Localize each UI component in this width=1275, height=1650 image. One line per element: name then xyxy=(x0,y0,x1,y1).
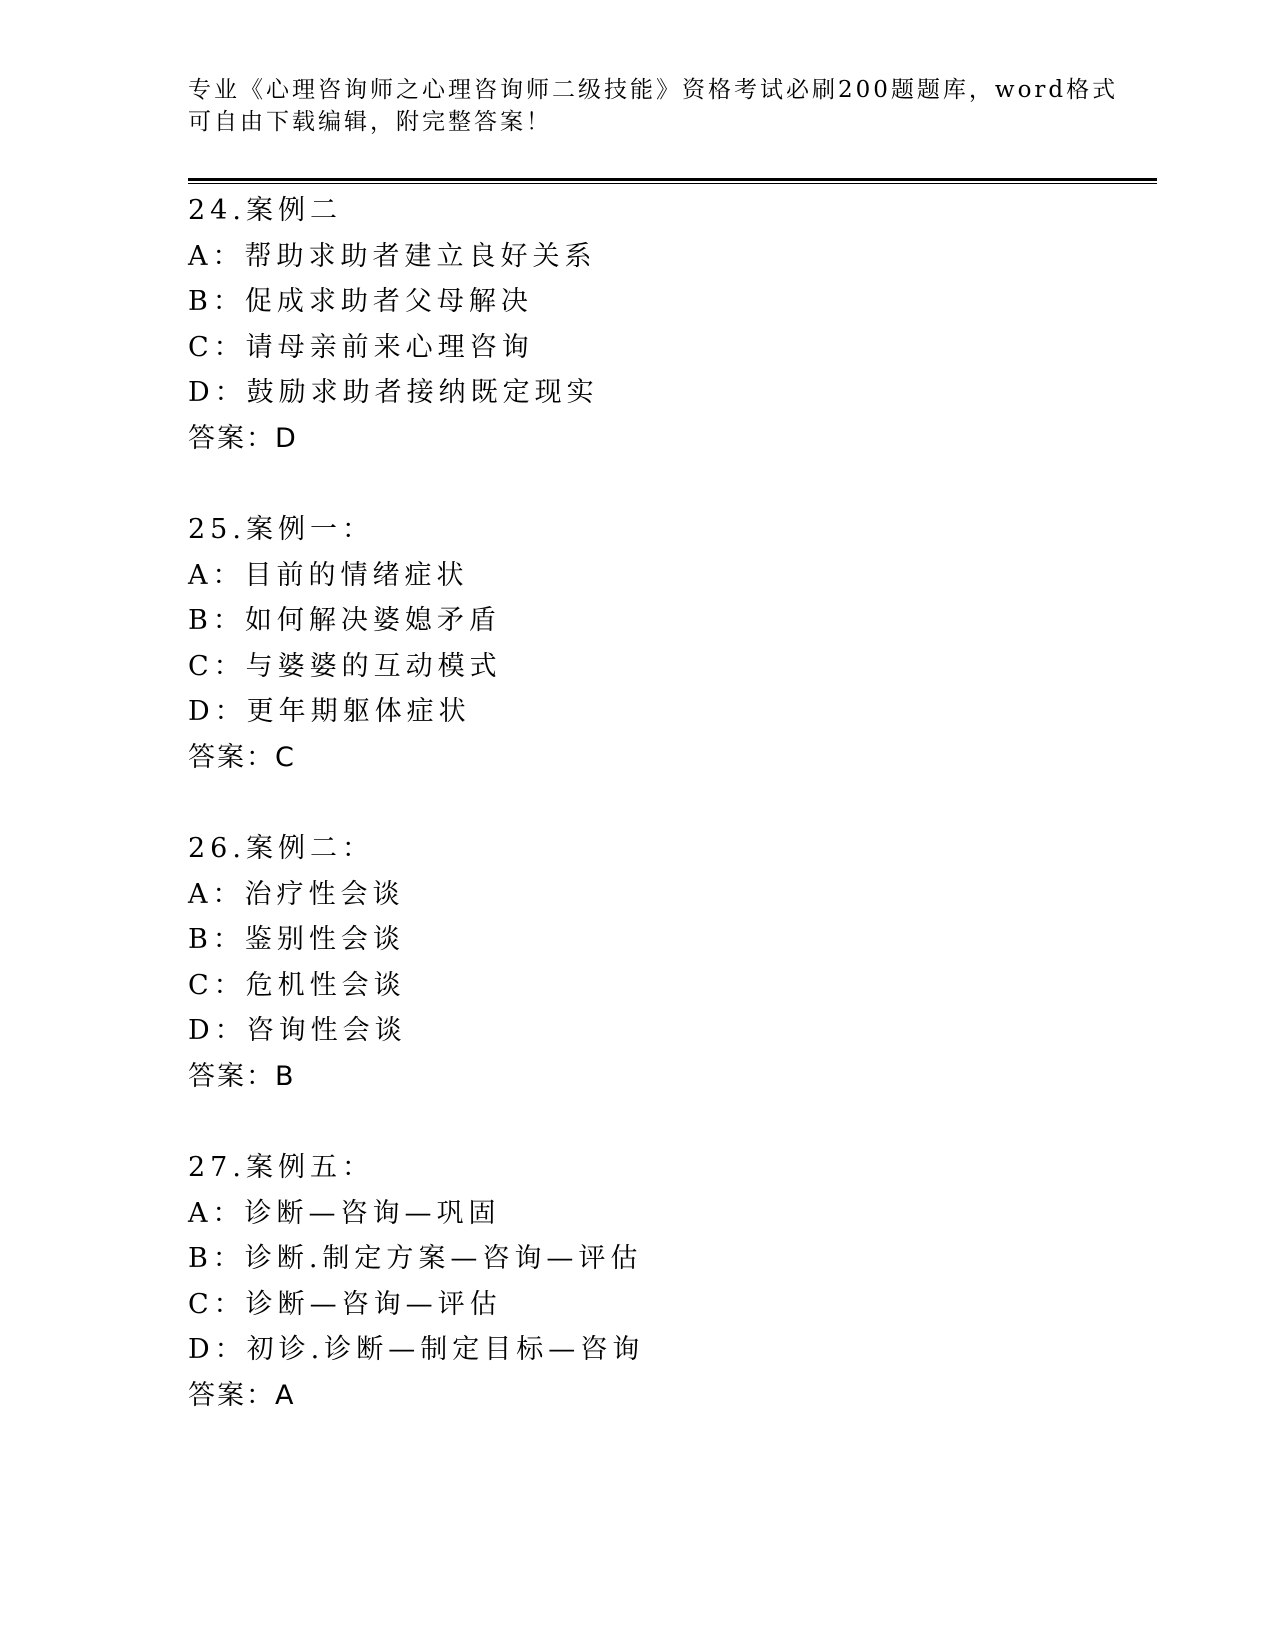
document-header xyxy=(188,74,1119,138)
question-title: 26.案例二： xyxy=(188,833,374,864)
option-c: C：诊断—咨询—评估 xyxy=(188,1288,502,1320)
option-b: B：鉴别性会谈 xyxy=(188,924,405,955)
answer: 答案：D xyxy=(188,422,298,454)
question-title: 27.案例五： xyxy=(188,1152,374,1183)
option-c: C：危机性会谈 xyxy=(188,969,406,1001)
option-a: A：帮助求助者建立良好关系 xyxy=(188,240,597,272)
option-a: A：目前的情绪症状 xyxy=(188,559,469,591)
option-d: D：鼓励求助者接纳既定现实 xyxy=(188,377,599,408)
option-a: A：诊断—咨询—巩固 xyxy=(188,1197,501,1229)
option-b: B：诊断.制定方案—咨询—评估 xyxy=(188,1243,643,1274)
header-divider-thick xyxy=(188,178,1157,181)
option-c: C：与婆婆的互动模式 xyxy=(188,650,502,682)
question-list xyxy=(188,188,1148,1464)
answer: 答案：C xyxy=(188,741,296,773)
header-line-2: 可自由下载编辑，附完整答案！ xyxy=(188,109,552,135)
option-d: D：咨询性会谈 xyxy=(188,1015,407,1046)
header-line-1: 专业《心理咨询师之心理咨询师二级技能》资格考试必刷200题题库，word格式 xyxy=(188,77,1119,103)
question-title: 24.案例二 xyxy=(188,195,342,226)
option-d: D：更年期躯体症状 xyxy=(188,696,471,727)
option-b: B：如何解决婆媳矛盾 xyxy=(188,605,501,636)
option-b: B：促成求助者父母解决 xyxy=(188,286,533,317)
question-24 xyxy=(188,188,1148,507)
option-a: A：治疗性会谈 xyxy=(188,878,405,910)
option-c: C：请母亲前来心理咨询 xyxy=(188,331,534,363)
header-divider-thin xyxy=(188,183,1157,184)
option-d: D：初诊.诊断—制定目标—咨询 xyxy=(188,1334,645,1365)
answer: 答案：B xyxy=(188,1060,296,1092)
question-27 xyxy=(188,1145,1148,1464)
answer: 答案：A xyxy=(188,1379,296,1411)
question-title: 25.案例一： xyxy=(188,514,374,545)
question-26 xyxy=(188,826,1148,1145)
question-25 xyxy=(188,507,1148,826)
